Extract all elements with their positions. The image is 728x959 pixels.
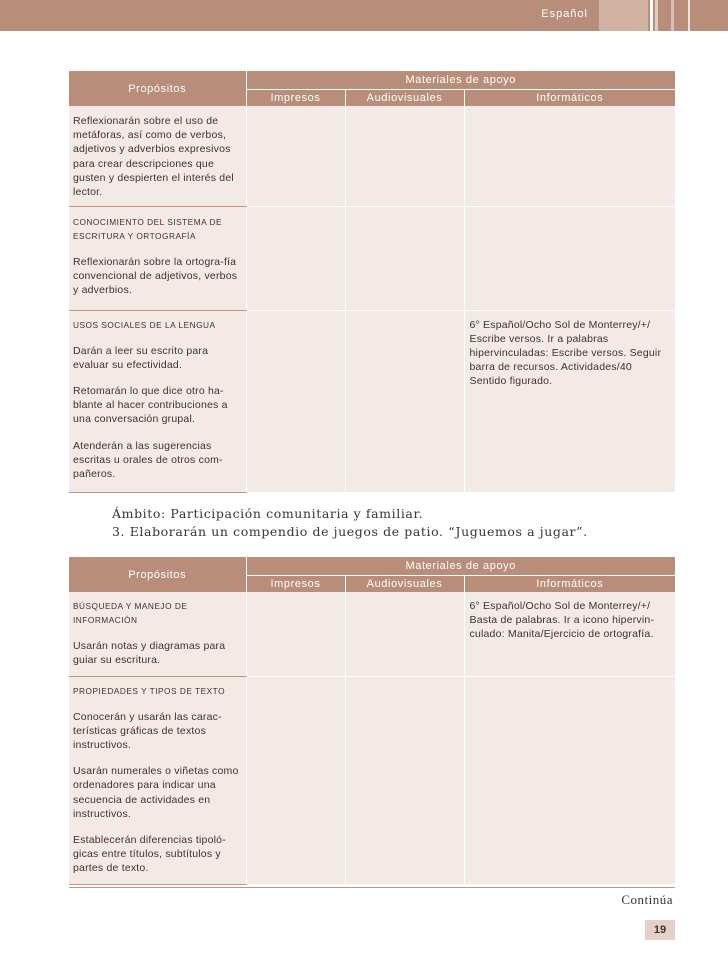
ambito-line: Ámbito: Participación comunitaria y familiar. xyxy=(112,506,424,521)
section-title: Español xyxy=(541,8,588,20)
propositos-cell xyxy=(69,310,246,492)
informaticos-cell xyxy=(464,206,675,310)
audiovisuales-cell xyxy=(345,310,464,492)
header-informaticos: Informáticos xyxy=(464,576,675,593)
audiovisuales-cell xyxy=(345,106,464,206)
proposito-text: Usarán numerales o viñetas como ordenadores para indicar una secuencia de actividades en instructivos. xyxy=(73,765,239,820)
continua-label: Continúa xyxy=(621,892,673,907)
header-audiovisuales: Audiovisuales xyxy=(345,90,464,107)
header-materiales: Materiales de apoyo xyxy=(246,557,675,576)
header-informaticos: Informáticos xyxy=(464,90,675,107)
audiovisuales-cell xyxy=(345,206,464,310)
header-impresos: Impresos xyxy=(246,576,345,593)
header-decoration xyxy=(655,0,658,31)
table-row xyxy=(69,206,675,310)
informaticos-cell: 6° Español/Ocho Sol de Monterrey/+/ Basta de palabras. Ir a icono hipervin-culado: Manita/Ejercicio de ortografía. xyxy=(464,592,675,676)
proposito-text: Reflexionarán sobre la ortogra-fía convencional de adjetivos, verbos y adverbios. xyxy=(73,255,238,296)
impresos-cell xyxy=(246,206,345,310)
materials-table-2 xyxy=(69,557,675,885)
ambito-line: 3. Elaborarán un compendio de juegos de patio. “Juguemos a jugar”. xyxy=(112,524,588,539)
impresos-cell xyxy=(246,676,345,884)
page-header xyxy=(0,0,728,31)
audiovisuales-cell xyxy=(345,676,464,884)
header-propositos: Propósitos xyxy=(69,557,246,592)
page-number: 19 xyxy=(645,920,675,940)
header-decoration xyxy=(599,0,648,31)
proposito-text: Retomarán lo que dice otro ha-blante al hacer contribuciones a una conversación grupal. xyxy=(73,384,228,426)
proposito-text: Reflexionarán sobre el uso de metáforas, así como de verbos, adjetivos y adverbios expresivos para crear descripciones que gusten y despierten el interés del lector. xyxy=(73,115,234,199)
header-decoration xyxy=(671,0,674,31)
impresos-cell xyxy=(246,310,345,492)
audiovisuales-cell xyxy=(345,592,464,676)
header-propositos: Propósitos xyxy=(69,71,246,106)
materials-table-1 xyxy=(69,71,675,493)
informaticos-cell xyxy=(464,106,675,206)
section-heading: PROPIEDADES Y TIPOS DE TEXTO xyxy=(73,685,226,696)
impresos-cell xyxy=(246,106,345,206)
bottom-rule xyxy=(69,887,675,888)
propositos-cell xyxy=(69,592,246,676)
proposito-text: Usarán notas y diagramas para guiar su escritura. xyxy=(73,640,226,667)
table-row xyxy=(69,310,675,492)
section-heading: BÚSQUEDA Y MANEJO DE INFORMACIÓN xyxy=(73,601,188,625)
proposito-text: Darán a leer su escrito para evaluar su efectividad. xyxy=(73,344,209,371)
propositos-cell xyxy=(69,676,246,884)
ambito-text xyxy=(112,505,588,541)
impresos-cell xyxy=(246,592,345,676)
propositos-cell xyxy=(69,206,246,310)
table-row xyxy=(69,592,675,676)
section-heading: USOS SOCIALES DE LA LENGUA xyxy=(73,319,216,330)
header-impresos: Impresos xyxy=(246,90,345,107)
informaticos-cell: 6° Español/Ocho Sol de Monterrey/+/ Escribe versos. Ir a palabras hipervinculadas: Escribe versos. Seguir barra de recursos. Actividades/40 Sentido figurado. xyxy=(464,310,675,492)
header-audiovisuales: Audiovisuales xyxy=(345,576,464,593)
header-decoration xyxy=(688,0,690,31)
proposito-text: Establecerán diferencias tipoló-gicas entre títulos, subtítulos y partes de texto. xyxy=(73,833,226,875)
propositos-cell xyxy=(69,106,246,206)
header-decoration xyxy=(650,0,653,31)
header-materiales: Materiales de apoyo xyxy=(246,71,675,90)
proposito-text: Conocerán y usarán las carac-terísticas gráficas de textos instructivos. xyxy=(73,710,222,751)
proposito-text: Atenderán a las sugerencias escritas u orales de otros com-pañeros. xyxy=(73,439,223,480)
table-row xyxy=(69,106,675,206)
informaticos-cell xyxy=(464,676,675,884)
table-row xyxy=(69,676,675,884)
section-heading: CONOCIMIENTO DEL SISTEMA DE ESCRITURA Y ORTOGRAFÍA xyxy=(73,216,223,241)
